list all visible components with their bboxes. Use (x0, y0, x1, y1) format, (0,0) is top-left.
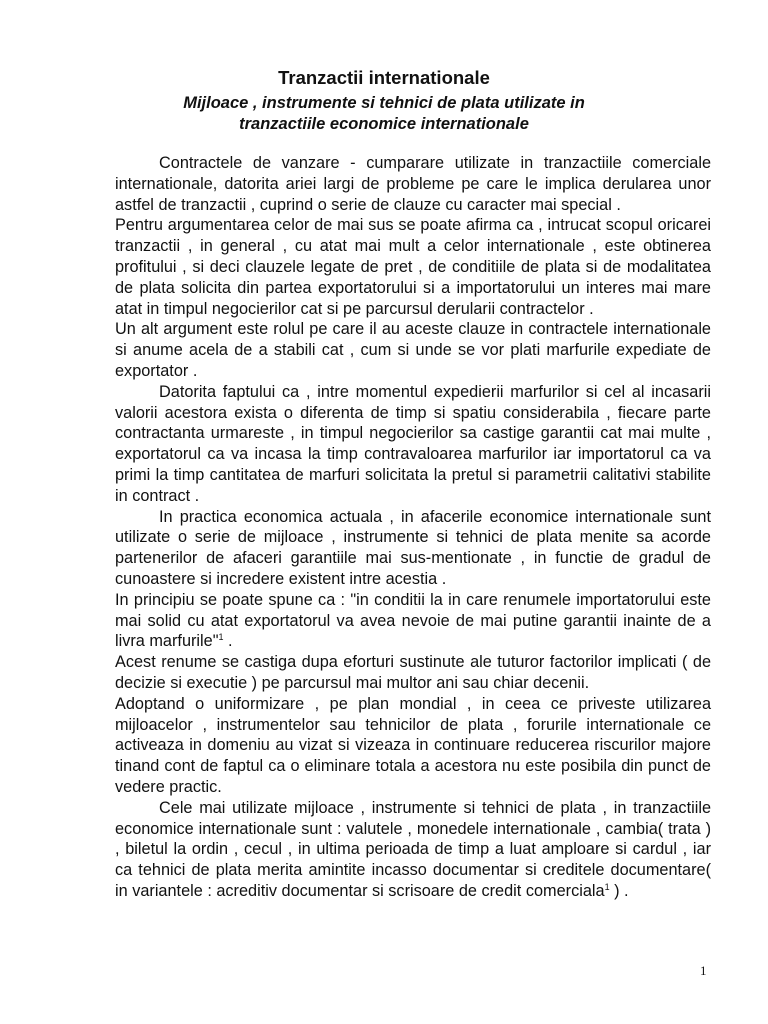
page-number: 1 (700, 963, 707, 978)
paragraph: Acest renume se castiga dupa eforturi sustinute ale tuturor factorilor implicati ( de decizie si executie ) pe parcursul mai multor ani sau chiar decenii. (115, 653, 711, 692)
footnote-reference: 1 (604, 881, 610, 892)
paragraph: Pentru argumentarea celor de mai sus se poate afirma ca , intrucat scopul oricarei tranzactii , in general , cu atat mai mult a celor internationale , este obtinerea profitului , si deci clauzele legate de pret , de conditiile de plata si de modalitatea de plata solicita din partea exportatorului si a importatorului un interes mai mare atat in timpul negocierilor cat si pe parcursul derularii contractelor . (115, 216, 711, 318)
paragraph-text: In principiu se poate spune ca : "in conditii la in care renumele importatorului este mai solid cu atat exportatorul va avea nevoie de mai putine garantii inainte de a livra marfurile" (115, 590, 711, 651)
document-subtitle (0, 93, 768, 135)
document-title: Tranzactii internationale (278, 67, 490, 88)
paragraph: Contractele de vanzare - cumparare utilizate in tranzactiile comerciale internationale, datorita ariei largi de probleme pe care le implica derularea unor astfel de tranzactii , cuprind o serie de clauze cu caracter mai special . (115, 154, 711, 214)
paragraph-text: Cele mai utilizate mijloace , instrumente si tehnici de plata , in tranzactiile economice internationale sunt : valutele , monedele internationale , cambia( trata ) , biletul la ordin , cecul , in ultima perioada de timp a luat amploare si cardul , iar ca tehnici de plata merita amintite incasso documentar si creditele documentare( in variantele : acreditiv documentar si scrisoare de credit comerciala (115, 798, 711, 900)
paragraph-with-footnote (115, 798, 711, 902)
paragraph: Adoptand o uniformizare , pe plan mondial , in ceea ce priveste utilizarea mijloacelor , instrumentelor sau tehnicilor de plata , forurile internationale ce activeaza in domeniu au vizat si vizeaza in continuare reducerea riscurilor majore tinand cont de faptul ca o eliminare totala a acestora nu este posibila din punct de vedere practic. (115, 694, 711, 796)
paragraph: Un alt argument este rolul pe care il au aceste clauze in contractele internationale si anume acela de a stabili cat , cum si unde se vor plati marfurile expediate de exportator . (115, 320, 711, 380)
paragraph-with-footnote (115, 590, 711, 652)
paragraph: In practica economica actuala , in afacerile economice internationale sunt utilizate o serie de mijloace , instrumente si tehnici de plata menite sa acorde partenerilor de afaceri garantiile mai sus-mentionate , in functie de gradul de cunoastere si incredere existent intre acestia . (115, 507, 711, 588)
subtitle-line-2: tranzactiile economice internationale (239, 115, 529, 133)
footnote-reference: 1 (218, 632, 224, 643)
paragraph: Datorita faptului ca , intre momentul expedierii marfurilor si cel al incasarii valorii acestora exista o diferenta de timp si spatiu considerabila , fiecare parte contractanta urmareste , in timpul negocierilor sa castige garantii cat mai multe , exportatorul ca va incasa la timp contravaloarea marfurilor iar importatorul ca va primi la timp cantitatea de marfuri solicitata la pretul si parametrii calitativi stabilite in contract . (115, 382, 711, 505)
paragraph-tail: ) . (609, 881, 629, 900)
subtitle-line-1: Mijloace , instrumente si tehnici de plata utilizate in (183, 94, 585, 112)
document-body (115, 153, 711, 902)
paragraph-tail: . (223, 632, 233, 651)
